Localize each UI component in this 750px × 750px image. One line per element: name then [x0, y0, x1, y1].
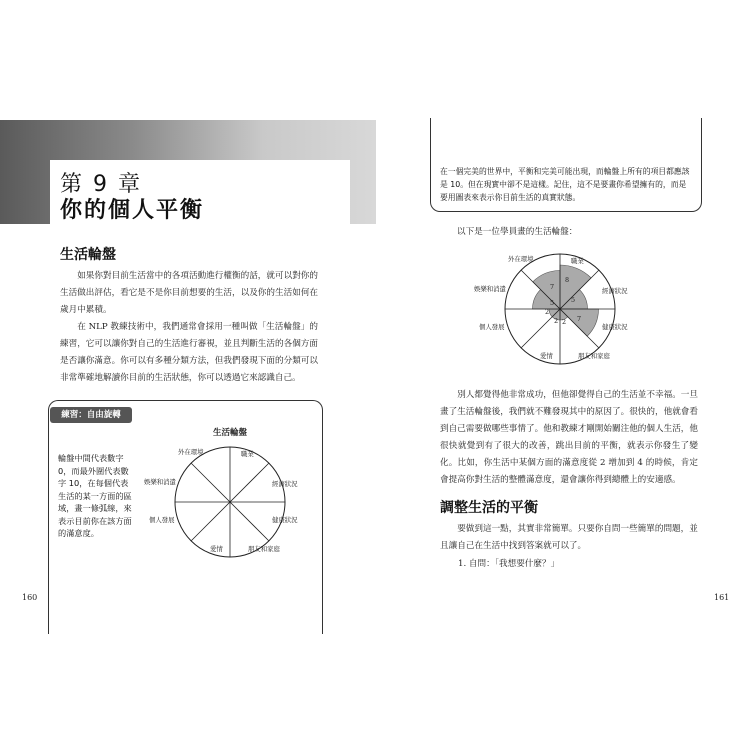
- label-finance: 經濟狀況: [602, 287, 628, 295]
- label-love: 愛情: [210, 545, 223, 553]
- paragraph-1: 如果你對目前生活當中的各項活動進行權衡的話，就可以對你的生活做出評估，看它是不是你目前想要的生活，以及你的生活如何在歲月中累積。: [60, 271, 318, 315]
- list-item-1: 1. 自問：「我想要什麼？」: [458, 559, 560, 569]
- score-fun: 5: [550, 299, 555, 307]
- exercise-instructions: 輪盤中間代表數字 0，而最外圍代表數字 10，在每個代表生活的某一方面的區域，畫一條弧線，來表示目前你在該方面的滿意度。: [58, 453, 132, 538]
- right-body-text: [440, 387, 698, 489]
- label-career: 職業: [571, 257, 584, 265]
- blank-life-wheel: [140, 440, 325, 565]
- label-friends-family: 朋友和家庭: [578, 352, 610, 360]
- label-personal-growth: 個人發展: [479, 323, 505, 331]
- note-box-text: 在一個完美的世界中，平衡和完美可能出現，而輪盤上所有的項目都應該是 10。但在現實中卻不是這樣。記住，這不是要畫你希望擁有的，而是要用圖表來表示你目前生活的真實狀態。: [440, 167, 690, 202]
- label-health: 健康狀況: [602, 323, 628, 331]
- score-personal-growth: 2: [545, 308, 550, 316]
- label-fun: 娛樂和消遣: [474, 285, 506, 293]
- page-number-left: 160: [22, 593, 38, 602]
- wheel-title: 生活輪盤: [212, 428, 247, 438]
- student-life-wheel: [470, 247, 655, 372]
- chapter-number: 第 9 章: [60, 172, 142, 197]
- score-love: 2: [554, 317, 559, 325]
- right-page: [375, 0, 750, 750]
- section-heading-adjust-balance: 調整生活的平衡: [440, 500, 538, 516]
- label-fun: 娛樂和消遣: [144, 478, 176, 486]
- score-career: 8: [565, 276, 570, 284]
- score-friends-family: 2: [562, 318, 567, 326]
- left-body-text: [60, 268, 318, 387]
- page-number-right: 161: [714, 593, 730, 602]
- paragraph-2: 在 NLP 教練技術中，我們通常會採用一種叫做「生活輪盤」的練習，它可以讓你對自己的生活進行審視，並且判斷生活的各個方面是否讓你滿意。你可以有多種分類方法，但我們發現下面的分類可以非常準確地解讀你目前的生活狀態，你可以透過它來認識自己。: [60, 322, 318, 383]
- score-finance: 5: [571, 296, 576, 304]
- label-environment: 外在環境: [178, 448, 204, 456]
- label-environment: 外在環境: [508, 255, 534, 263]
- paragraph-4: 要做到這一點，其實非常簡單。只要你自問一些簡單的問題，並且讓自己在生活中找到答案就可以了。: [440, 524, 698, 551]
- exercise-tag: 練習：自由旋轉: [50, 407, 132, 423]
- label-career: 職業: [241, 450, 254, 458]
- chapter-title: 你的個人平衡: [60, 198, 205, 223]
- section-heading-life-wheel: 生活輪盤: [60, 247, 116, 263]
- label-health: 健康狀況: [272, 516, 298, 524]
- score-health: 7: [577, 315, 582, 323]
- label-love: 愛情: [540, 352, 553, 360]
- label-personal-growth: 個人發展: [149, 516, 175, 524]
- score-environment: 7: [550, 283, 555, 291]
- student-wheel-caption: 以下是一位學員畫的生活輪盤：: [457, 227, 578, 237]
- right-body-text-2: [440, 521, 698, 555]
- label-finance: 經濟狀況: [272, 480, 298, 488]
- label-friends-family: 朋友和家庭: [248, 545, 280, 553]
- paragraph-3: 別人都覺得他非常成功，但他卻覺得自己的生活並不幸福。一旦畫了生活輪盤後，我們就不難發現其中的原因了。很快的，他就會看到自己需要做哪些事情了。他和教練才剛開始關注他的個人生活，他很快就覺到有了很大的改善，跳出目前的平衡，就表示你發生了變化。比如，你生活中某個方面的滿意度從 2 增加到 4 的時候，肯定會提高你對生活的整體滿意度，還會讓你得到總體上的安適感。: [440, 390, 698, 485]
